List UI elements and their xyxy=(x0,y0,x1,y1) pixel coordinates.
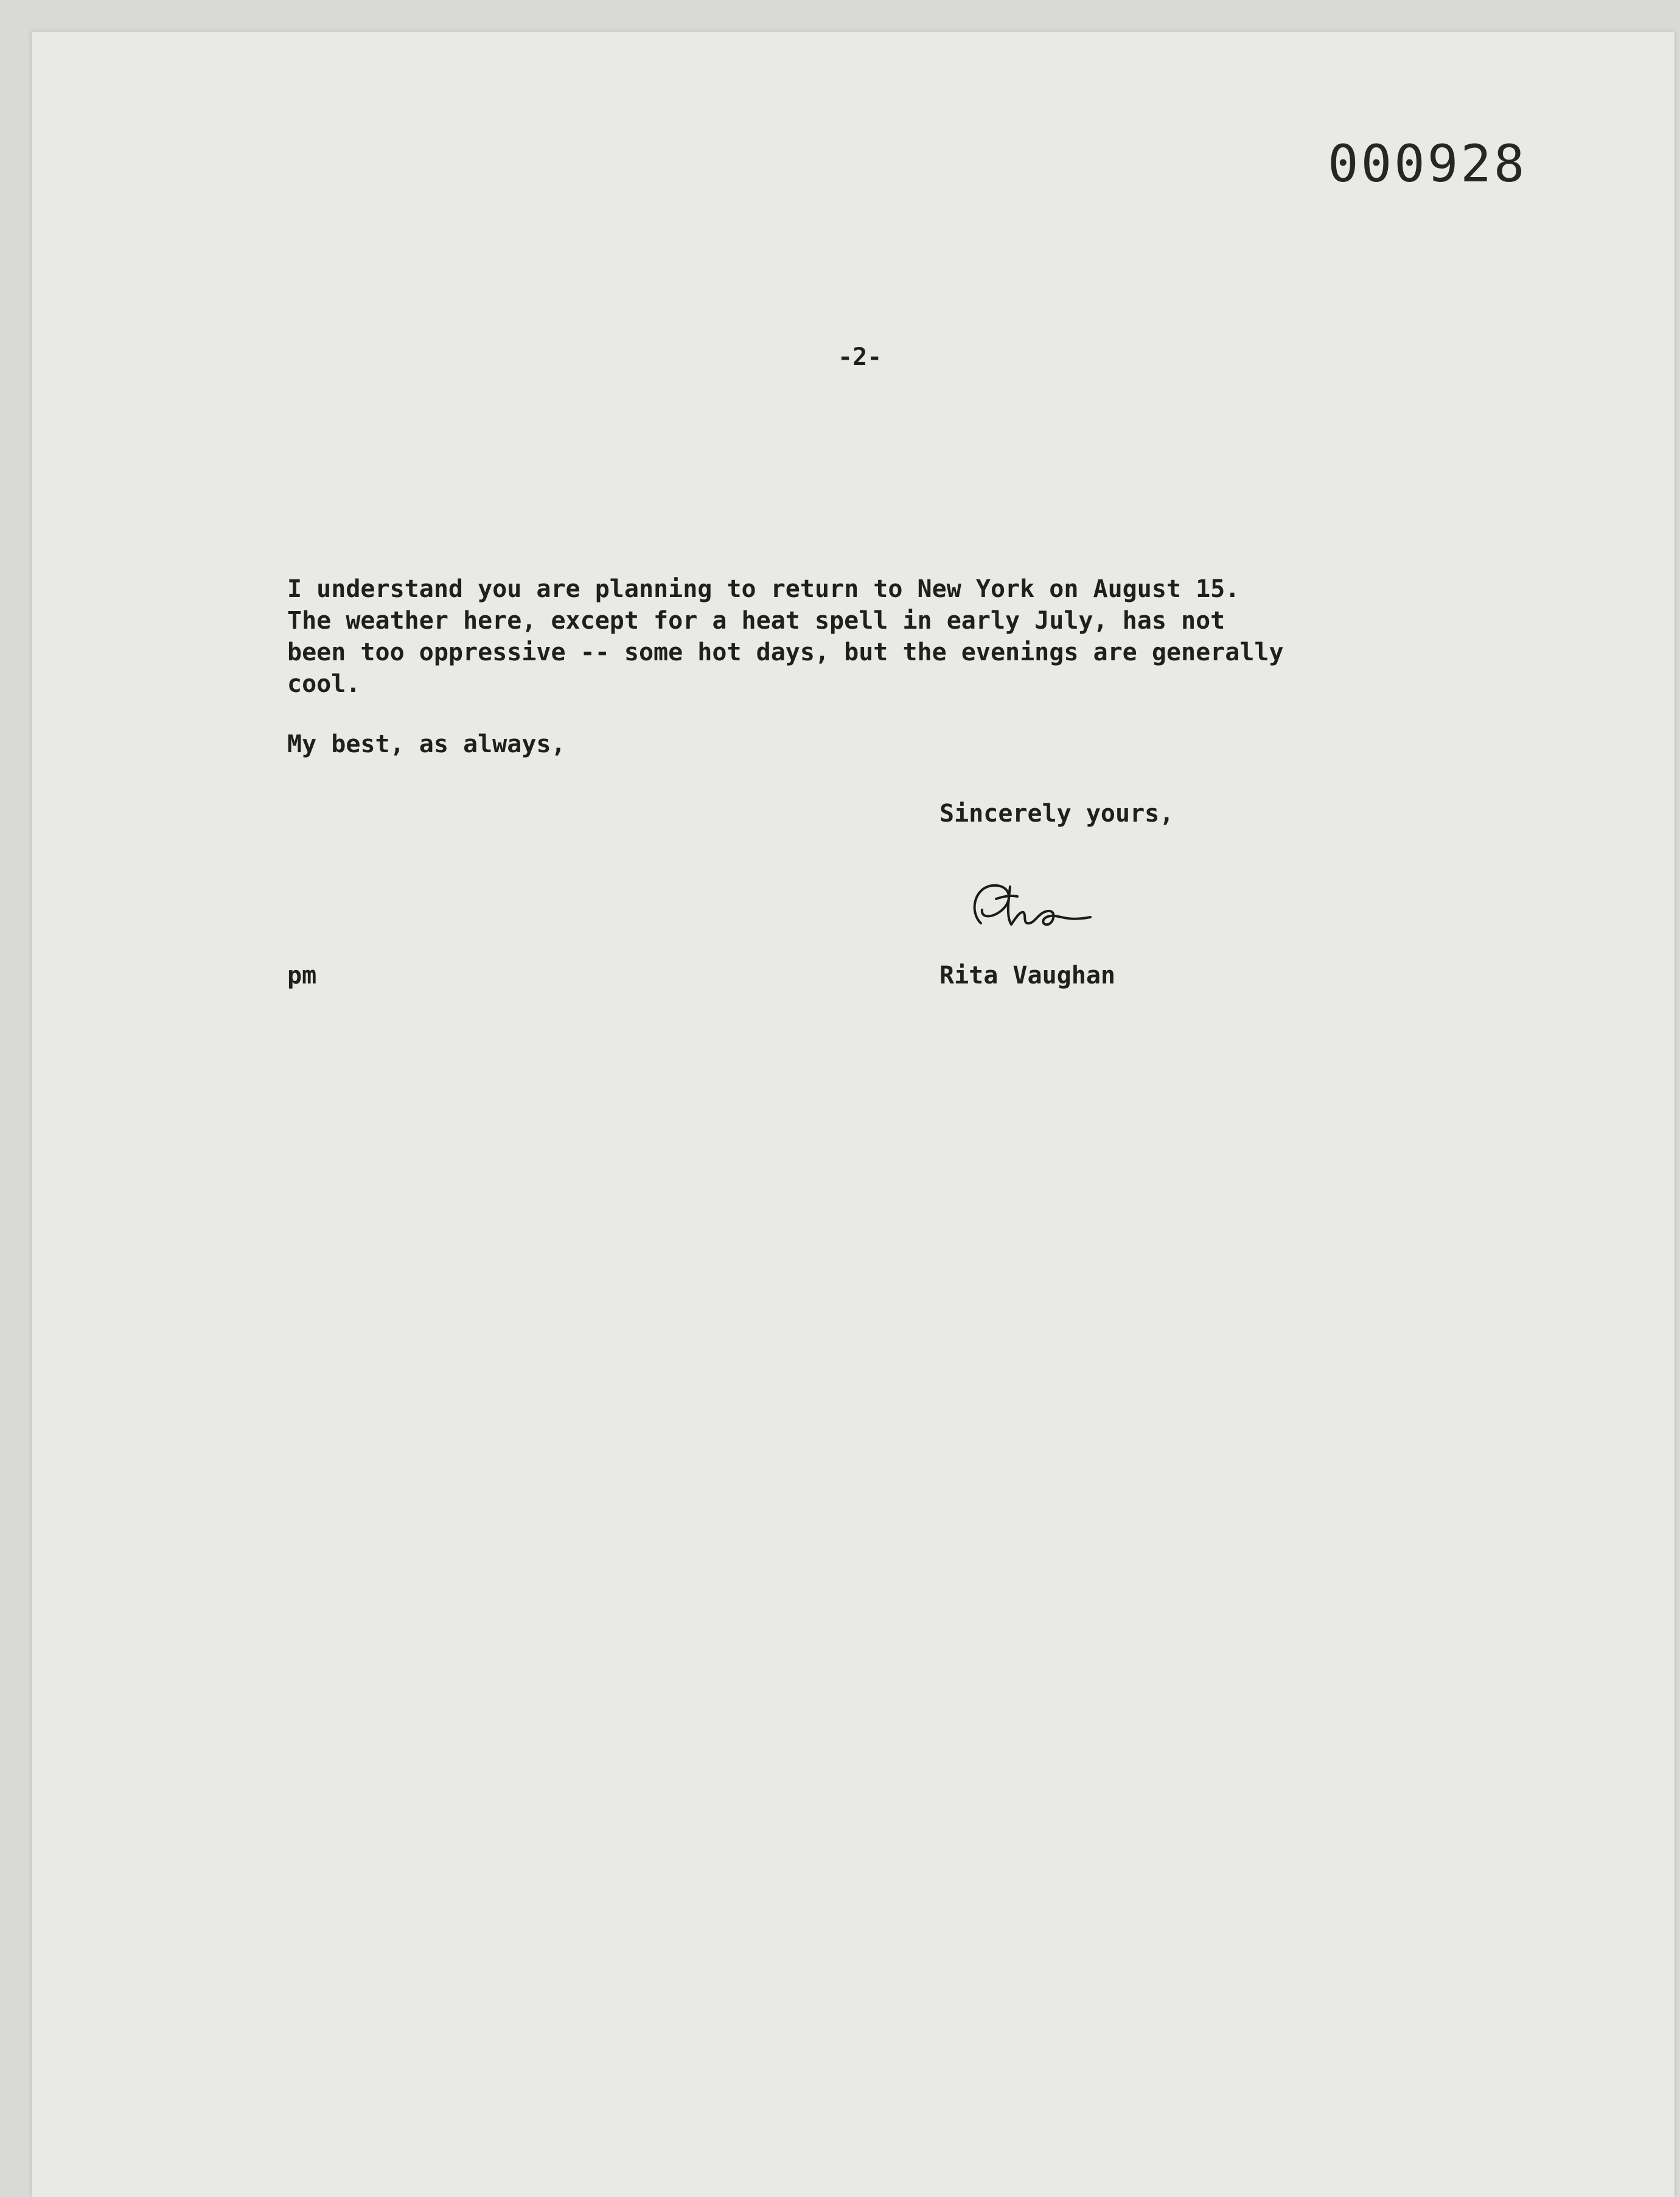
handwritten-signature xyxy=(963,875,1109,941)
body-line-2: The weather here, except for a heat spell in early July, has not xyxy=(287,607,1225,635)
closing-line: My best, as always, xyxy=(287,730,566,758)
document-stamp-number: 000928 xyxy=(1328,134,1527,194)
body-line-4: cool. xyxy=(287,670,361,698)
letter-page xyxy=(32,32,1675,2197)
page-number: -2- xyxy=(838,343,882,371)
complimentary-close: Sincerely yours, xyxy=(939,800,1174,828)
body-line-3: been too oppressive -- some hot days, but the evenings are generally xyxy=(287,638,1284,666)
body-line-1: I understand you are planning to return to New York on August 15. xyxy=(287,575,1240,603)
typist-initials: pm xyxy=(287,962,317,990)
signer-name: Rita Vaughan xyxy=(939,962,1115,990)
